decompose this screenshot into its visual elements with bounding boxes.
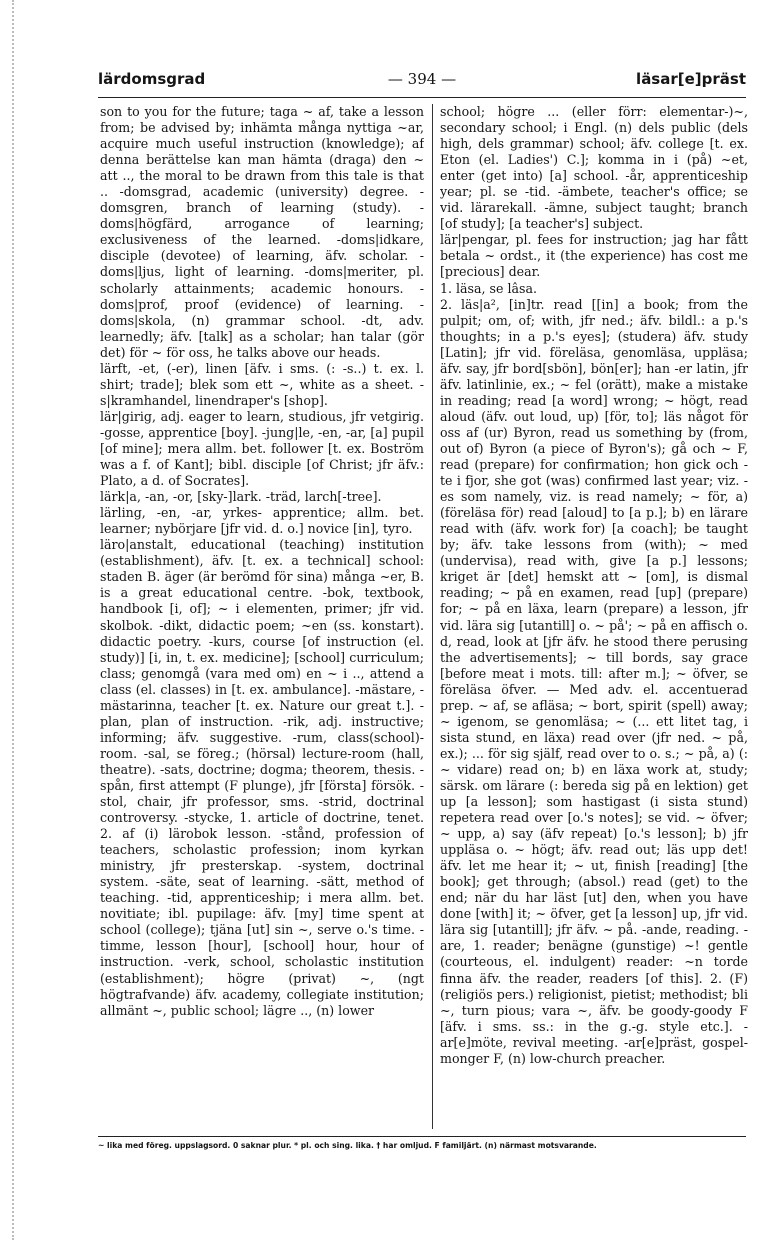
dictionary-entry: school; högre ... (eller förr: elementar-)~, secondary school; i Engl. (n) dels public (dels high, dels grammar) school; äfv. college [t. ex. Eton (el. Ladies') C.]; komma in i (på) ~et, enter (get into) [a] school. -år, apprenticeship year; pl. se -tid. -ämbete, teacher's office; se vid. lärarekall. -ämne, subject taught; branch [of study]; [a teacher's] subject. <box>440 104 748 232</box>
dictionary-entry: lär|girig, adj. eager to learn, studious, jfr vetgirig. -gosse, apprentice [boy]. -jung|le, -en, -ar, [a] pupil [of mine]; mera allm. bet. follower [t. ex. Boström was a f. of Kant]; bibl. disciple [of Christ; jfr äfv.: Plato, a d. of Socrates]. <box>100 408 424 489</box>
left-column <box>100 104 424 1129</box>
abbreviation-legend: ~ lika med föreg. uppslagsord. 0 saknar plur. * pl. och sing. lika. † har omljud. F familjärt. (n) närmast motsvarande. <box>98 1141 597 1150</box>
dictionary-entry: 1. läsa, se lâsa. <box>440 280 537 296</box>
dictionary-entry: läro|anstalt, educational (teaching) institution (establishment), äfv. [t. ex. a technical] school: staden B. äger (är berömd för sina) många ~er, B. is a great educational centre. -bok, textbook, handbook [i, of]; ~ i elementen, primer; jfr vid. skolbok. -dikt, didactic poem; ~en (ss. konstart). didactic poetry. -kurs, course [of instruction (el. study)] [i, in, t. ex. medicine]; [school] curriculum; class; genomgå (vara med om) en ~ i .., attend a class (el. classes) in [t. ex. ambulance]. -mästare, -mästarinna, teacher [t. ex. Nature our great t.]. -plan, plan of instruction. -rik, adj. instructive; informing; äfv. suggestive. -rum, class(school)-room. -sal, se föreg.; (hörsal) lecture-room (hall, theatre). -sats, doctrine; dogma; theorem, thesis. -spån, first attempt (F plunge), jfr [första] försök. -stol, chair, jfr professor, sms. -strid, doctrinal controversy. -stycke, 1. article of doctrine, tenet. 2. af (i) lärobok lesson. -stånd, profession of teachers, scholastic profession; inom kyrkan ministry, jfr presterskap. -system, doctrinal system. -säte, seat of learning. -sätt, method of teaching. -tid, apprenticeship; i mera allm. bet. novitiate; ibl. pupilage: äfv. [my] time spent at school (college); tjäna [ut] sin ~, serve o.'s time. -timme, lesson [hour], [school] hour, hour of instruction. -verk, school, scholastic institution (establishment); högre (privat) ~, (ngt högtrafvande) äfv. academy, collegiate institution; allmänt ~, public school; lägre .., (n) lower <box>100 537 424 1018</box>
right-column <box>440 104 748 1129</box>
dictionary-entry: lärft, -et, (-er), linen [äfv. i sms. (: -s..) t. ex. l. shirt; trade]; blek som ett ~, white as a sheet. -s|kramhandel, linendraper's [shop]. <box>100 360 424 408</box>
dictionary-entry: son to you for the future; taga ~ af, take a lesson from; be advised by; inhämta många nyttiga ~ar, acquire much useful instruction (knowledge); af denna berättelse kan man hämta (draga) den ~ att .., the moral to be drawn from this tale is that .. -domsgrad, academic (university) degree. -domsgren, branch of learning (study). -doms|högfärd, arrogance of learning; exclusiveness of the learned. -doms|idkare, disciple (devotee) of learning, äfv. scholar. -doms|ljus, light of learning. -doms|meriter, pl. scholarly attainments; academic honours. -doms|prof, proof (evidence) of learning. -doms|skola, (n) grammar school. -dt, adv. learnedly; äfv. [talk] as a scholar; han talar (gör det) för ~ för oss, he talks above our heads. <box>100 104 424 360</box>
right-headword: läsar[e]präst <box>636 70 746 88</box>
dictionary-entry: lär|pengar, pl. fees for instruction; jag har fått betala ~ ordst., it (the experience) has cost me [precious] dear. <box>440 232 748 280</box>
dictionary-entry: 2. läs|a², [in]tr. read [[in] a book; from the pulpit; om, of; with, jfr ned.; äfv. bildl.: a p.'s thoughts; in a p.'s eyes]; (studera) äfv. study [Latin]; jfr vid. föreläsa, genomläsa, uppläsa; äfv. say, jfr bord[sbön], bön[er]; han -er latin, jfr äfv. latinlinie, ex.; ~ fel (orätt), make a mistake in reading; read [a word] wrong; ~ högt, read aloud (äfv. out loud, up) [för, to]; läs något för oss af (ur) Byron, read us something by (from, out of) Byron (a piece of Byron's); gå och ~ F, read (prepare) for confirmation; hon gick och -te i fjor, she got (was) confirmed last year; viz. -es som namely, viz. is read namely; ~ för, a) (föreläsa för) read [aloud] to [a p.]; b) en lärare read with (äfv. work for) [a coach]; be taught by; äfv. take lessons from (with); ~ med (undervisa), read with, give [a p.] lessons; kriget är [det] hemskt att ~ [om], is dismal reading; ~ på en examen, read [up] (prepare) for; ~ på en läxa, learn (prepare) a lesson, jfr vid. lära sig [utantill] o. ~ på'; ~ på en affisch o. d, read, look at [jfr äfv. he stood there perusing the advertisements]; ~ till bords, say grace [before meat i mots. till: after m.]; ~ öfver, se föreläsa öfver. — Med adv. el. accentuerad prep. ~ af, se afläsa; ~ bort, spirit (spell) away; ~ igenom, se genomläsa; ~ (... ett litet tag, i sista stund, en läxa) read over (jfr ned. ~ på, ex.); ... för sig själf, read over to o. s.; ~ på, a) (: ~ vidare) read on; b) en läxa work at, study; särsk. om lärare (: bereda sig på en lektion) get up [a lesson]; som hastigast (i sista stund) repetera read over [o.'s notes]; se vid. ~ öfver; ~ upp, a) say (äfv repeat) [o.'s lesson]; b) jfr uppläsa o. ~ högt; äfv. read out; läs upp det! äfv. let me hear it; ~ ut, finish [reading] [the book]; get through; (absol.) read (get) to the end; när du har läst [ut] den, when you have done [with] it; ~ öfver, get [a lesson] up, jfr vid. lära sig [utantill]; jfr äfv. ~ på. -ande, reading. -are, 1. reader; benägne (gunstige) ~! gentle (courteous, el. indulgent) reader: ~n torde finna äfv. the reader, readers [of this]. 2. (F) (religiös pers.) religionist, pietist; methodist; bli ~, turn pious; vara ~, äfv. be goody-goody F [äfv. i sms. ss.: in the g.-g. style etc.]. -ar[e]möte, revival meeting. -ar[e]präst, gospel-monger F, (n) low-church preacher. <box>440 296 748 1066</box>
dictionary-entry: lärling, -en, -ar, yrkes- apprentice; allm. bet. learner; nybörjare [jfr vid. d. o.] novice [in], tyro. <box>100 505 424 537</box>
page-binding-dots <box>12 0 14 1240</box>
left-headword: lärdomsgrad <box>98 70 206 88</box>
page-header <box>98 70 746 94</box>
footer-rule <box>98 1136 746 1137</box>
header-rule <box>98 97 746 98</box>
column-divider <box>432 104 433 1129</box>
page-number: — 394 — <box>387 70 457 88</box>
dictionary-entry: lärk|a, -an, -or, [sky-]lark. -träd, larch[-tree]. <box>100 489 382 505</box>
